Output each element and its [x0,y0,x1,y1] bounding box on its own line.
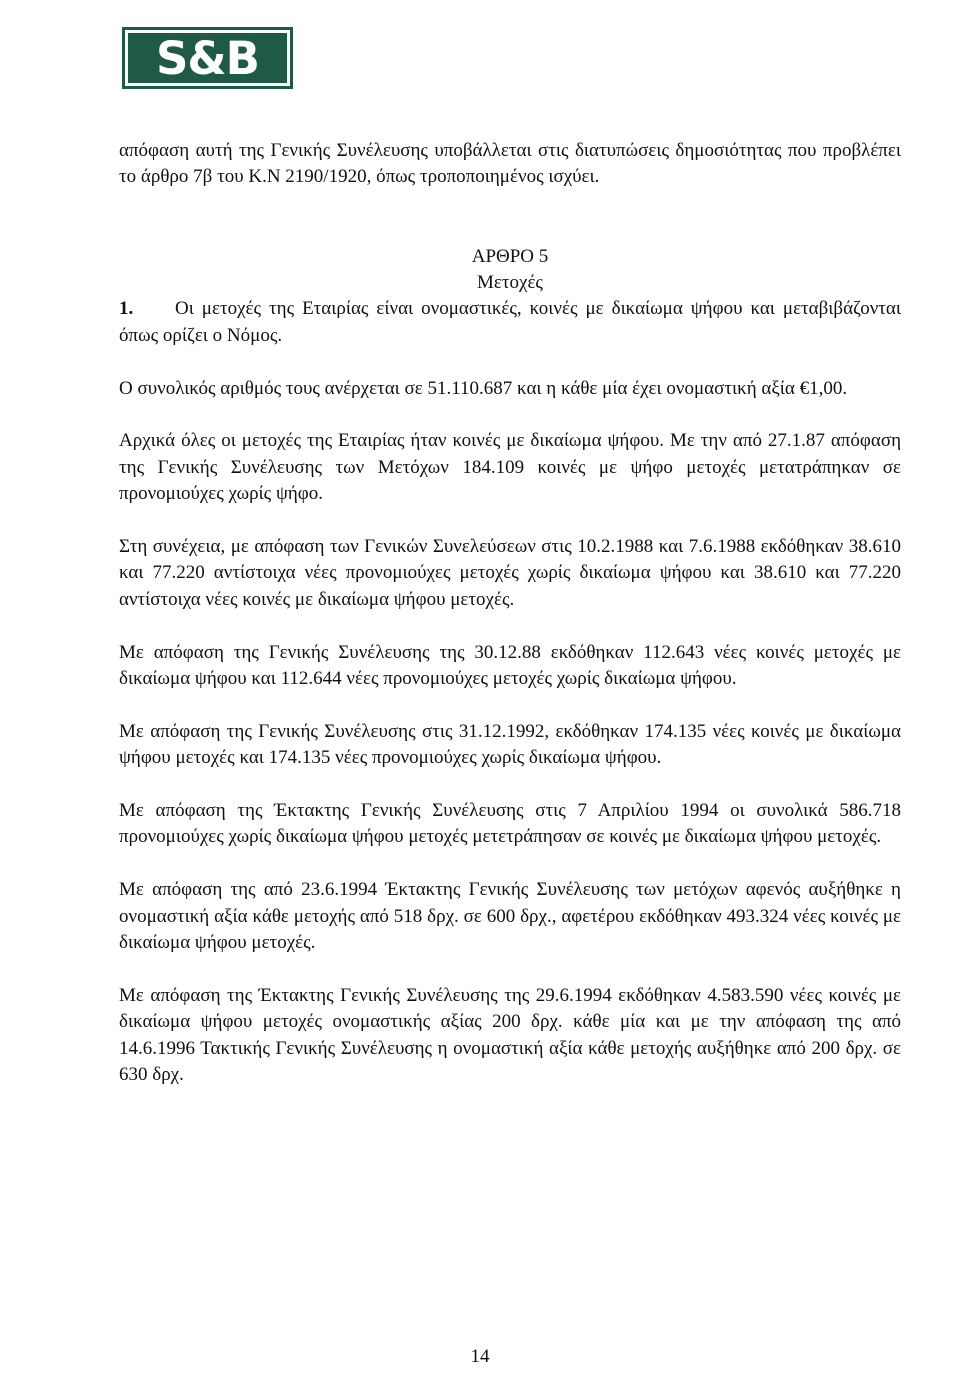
article-number: ΑΡΘΡΟ 5 [471,245,549,267]
article-title: Μετοχές [477,272,543,294]
company-logo [122,27,293,89]
item-number: 1. [119,298,134,320]
paragraph-1988-issue: Στη συνέχεια, με απόφαση των Γενικών Συνελεύσεων στις 10.2.1988 και 7.6.1988 εκδόθηκαν 38.610 και 77.220 αντίστοιχα νέες προνομιούχες μετοχές χωρίς δικαίωμα ψήφου και 38.610 και 77.220 αντίστοιχα νέες κοινές με δικαίωμα ψήφου μετοχές. [119,536,901,610]
document-body [119,138,901,1115]
paragraph-1994-june-29: Με απόφαση της Έκτακτης Γενικής Συνέλευσης της 29.6.1994 εκδόθηκαν 4.583.590 νέες κοινές με δικαίωμα ψήφου μετοχές ονομαστικής αξίας 200 δρχ. κάθε μία και με την απόφαση της από 14.6.1996 Τακτικής Γενικής Συνέλευσης η ονομαστική αξία κάθε μετοχής αυξήθηκε από 200 δρχ. σε 630 δρχ. [119,984,901,1086]
paragraph-1992-issue: Με απόφαση της Γενικής Συνέλευσης στις 31.12.1992, εκδόθηκαν 174.135 νέες κοινές με δικαίωμα ψήφου μετοχές και 174.135 νέες προνομιούχες χωρίς δικαίωμα ψήφου. [119,720,901,769]
numbered-item [119,296,901,349]
page-number: 14 [470,1346,490,1367]
paragraph-1994-april: Με απόφαση της Έκτακτης Γενικής Συνέλευσης στις 7 Απριλίου 1994 οι συνολικά 586.718 προνομιούχες χωρίς δικαίωμα ψήφου μετοχές μετετράπησαν σε κοινές με δικαίωμα ψήφου μετοχές. [119,800,901,848]
paragraph-1988-december: Με απόφαση της Γενικής Συνέλευσης της 30.12.88 εκδόθηκαν 112.643 νέες κοινές μετοχές με δικαίωμα ψήφου και 112.644 νέες προνομιούχες μετοχές χωρίς δικαίωμα ψήφου. [119,641,901,690]
paragraph-initial-shares: Αρχικά όλες οι μετοχές της Εταιρίας ήταν κοινές με δικαίωμα ψήφου. Με την από 27.1.87 απόφαση της Γενικής Συνέλευσης των Μετόχων 184.109 κοινές με ψήφο μετοχές μετατράπηκαν σε προνομιούχες χωρίς ψήφο. [119,430,901,505]
item-text: Οι μετοχές της Εταιρίας είναι ονομαστικές, κοινές με δικαίωμα ψήφου και μεταβιβάζονται όπως ορίζει ο Νόμος. [119,298,901,346]
logo-text: S&B [156,31,259,85]
intro-paragraph: απόφαση αυτή της Γενικής Συνέλευσης υποβάλλεται στις διατυπώσεις δημοσιότητας που προβλέπει το άρθρο 7β του Κ.Ν 2190/1920, όπως τροποποιημένος ισχύει. [119,140,901,188]
paragraph-shares-total: Ο συνολικός αριθμός τους ανέρχεται σε 51.110.687 και η κάθε μία έχει ονομαστική αξία €1,00. [119,377,848,399]
section-spacer [119,191,901,244]
paragraph-1994-june-23: Με απόφαση της από 23.6.1994 Έκτακτης Γενικής Συνέλευσης των μετόχων αφενός αυξήθηκε η ονομαστική αξία κάθε μετοχής από 518 δρχ. σε 600 δρχ., αφετέρου εκδόθηκαν 493.324 νέες κοινές με δικαίωμα ψήφου μετοχές. [119,879,901,954]
logo-background [128,33,287,83]
